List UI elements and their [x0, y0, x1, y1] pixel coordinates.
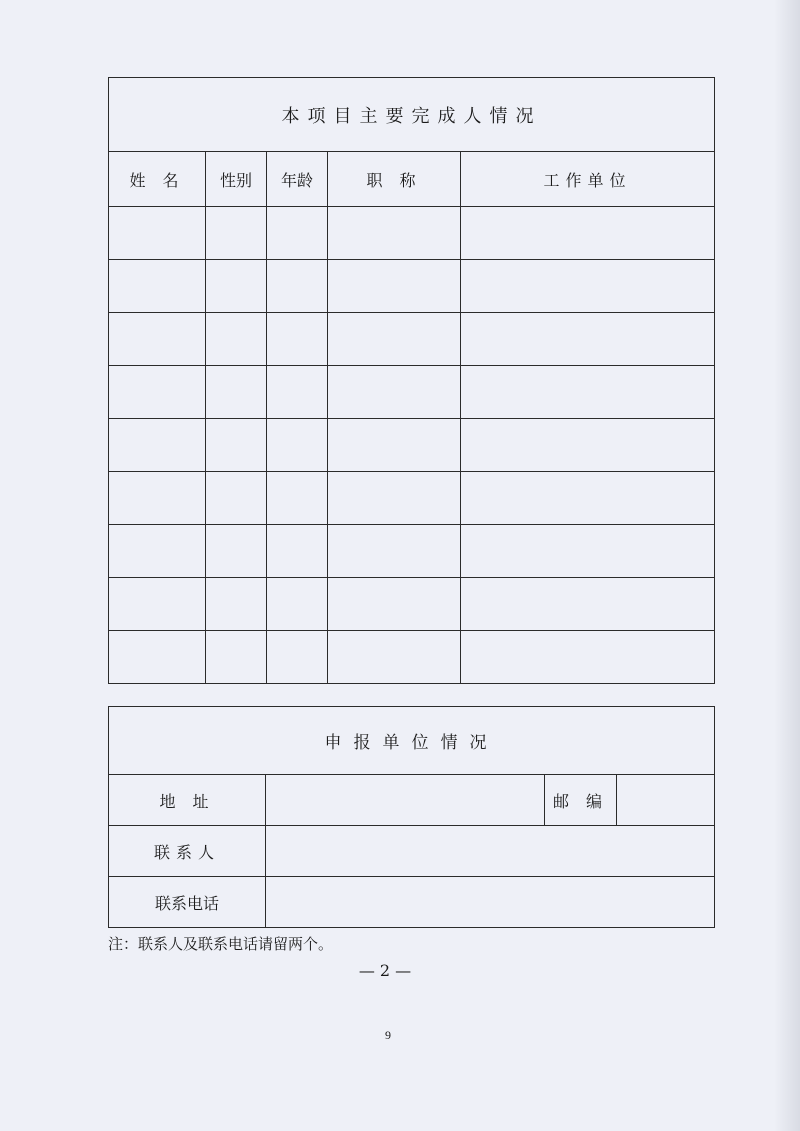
folio-number: 9: [385, 1028, 391, 1042]
name-cell[interactable]: [109, 366, 206, 419]
work-unit-cell[interactable]: [461, 366, 715, 419]
job-title-cell[interactable]: [328, 525, 461, 578]
job-title-cell[interactable]: [328, 366, 461, 419]
age-cell[interactable]: [267, 366, 328, 419]
age-cell[interactable]: [267, 525, 328, 578]
job-title-cell[interactable]: [328, 631, 461, 684]
phone-label: 联系电话: [109, 877, 266, 928]
age-cell[interactable]: [267, 207, 328, 260]
address-label: 地 址: [109, 775, 266, 826]
contact-field[interactable]: [266, 826, 715, 877]
phone-field[interactable]: [266, 877, 715, 928]
footnote: 注：联系人及联系电话请留两个。: [108, 935, 334, 953]
work-unit-cell[interactable]: [461, 631, 715, 684]
table-row: [109, 260, 715, 313]
header-job-title: 职 称: [328, 152, 461, 207]
age-cell[interactable]: [267, 578, 328, 631]
gender-cell[interactable]: [206, 313, 267, 366]
age-cell[interactable]: [267, 472, 328, 525]
table-row: [109, 472, 715, 525]
work-unit-cell[interactable]: [461, 525, 715, 578]
table-row: [109, 419, 715, 472]
gender-cell[interactable]: [206, 472, 267, 525]
page-edge-shadow: [774, 0, 800, 1131]
header-work-unit: 工作单位: [461, 152, 715, 207]
name-cell[interactable]: [109, 472, 206, 525]
age-cell[interactable]: [267, 260, 328, 313]
postcode-label: 邮 编: [545, 775, 617, 826]
job-title-cell[interactable]: [328, 260, 461, 313]
completers-table-title: 本项目主要完成人情况: [109, 78, 715, 152]
name-cell[interactable]: [109, 313, 206, 366]
applicant-table-title: 申报单位情况: [109, 707, 715, 775]
table-row: [109, 313, 715, 366]
contact-label: 联系人: [109, 826, 266, 877]
applicant-table: [108, 706, 715, 928]
work-unit-cell[interactable]: [461, 207, 715, 260]
job-title-cell[interactable]: [328, 207, 461, 260]
name-cell[interactable]: [109, 260, 206, 313]
age-cell[interactable]: [267, 631, 328, 684]
gender-cell[interactable]: [206, 578, 267, 631]
header-name: 姓 名: [109, 152, 206, 207]
completers-table: [108, 77, 715, 684]
table-row: [109, 207, 715, 260]
work-unit-cell[interactable]: [461, 472, 715, 525]
work-unit-cell[interactable]: [461, 578, 715, 631]
job-title-cell[interactable]: [328, 472, 461, 525]
gender-cell[interactable]: [206, 366, 267, 419]
job-title-cell[interactable]: [328, 578, 461, 631]
job-title-cell[interactable]: [328, 419, 461, 472]
header-age: 年龄: [267, 152, 328, 207]
name-cell[interactable]: [109, 578, 206, 631]
table-row: [109, 631, 715, 684]
table-row: [109, 525, 715, 578]
age-cell[interactable]: [267, 419, 328, 472]
age-cell[interactable]: [267, 313, 328, 366]
gender-cell[interactable]: [206, 419, 267, 472]
gender-cell[interactable]: [206, 631, 267, 684]
postcode-field[interactable]: [617, 775, 715, 826]
job-title-cell[interactable]: [328, 313, 461, 366]
gender-cell[interactable]: [206, 260, 267, 313]
work-unit-cell[interactable]: [461, 260, 715, 313]
gender-cell[interactable]: [206, 207, 267, 260]
name-cell[interactable]: [109, 207, 206, 260]
gender-cell[interactable]: [206, 525, 267, 578]
name-cell[interactable]: [109, 525, 206, 578]
header-gender: 性别: [206, 152, 267, 207]
name-cell[interactable]: [109, 419, 206, 472]
table-row: [109, 578, 715, 631]
page-number: — 2 —: [358, 961, 412, 980]
table-row: [109, 366, 715, 419]
name-cell[interactable]: [109, 631, 206, 684]
work-unit-cell[interactable]: [461, 419, 715, 472]
work-unit-cell[interactable]: [461, 313, 715, 366]
address-field[interactable]: [266, 775, 545, 826]
